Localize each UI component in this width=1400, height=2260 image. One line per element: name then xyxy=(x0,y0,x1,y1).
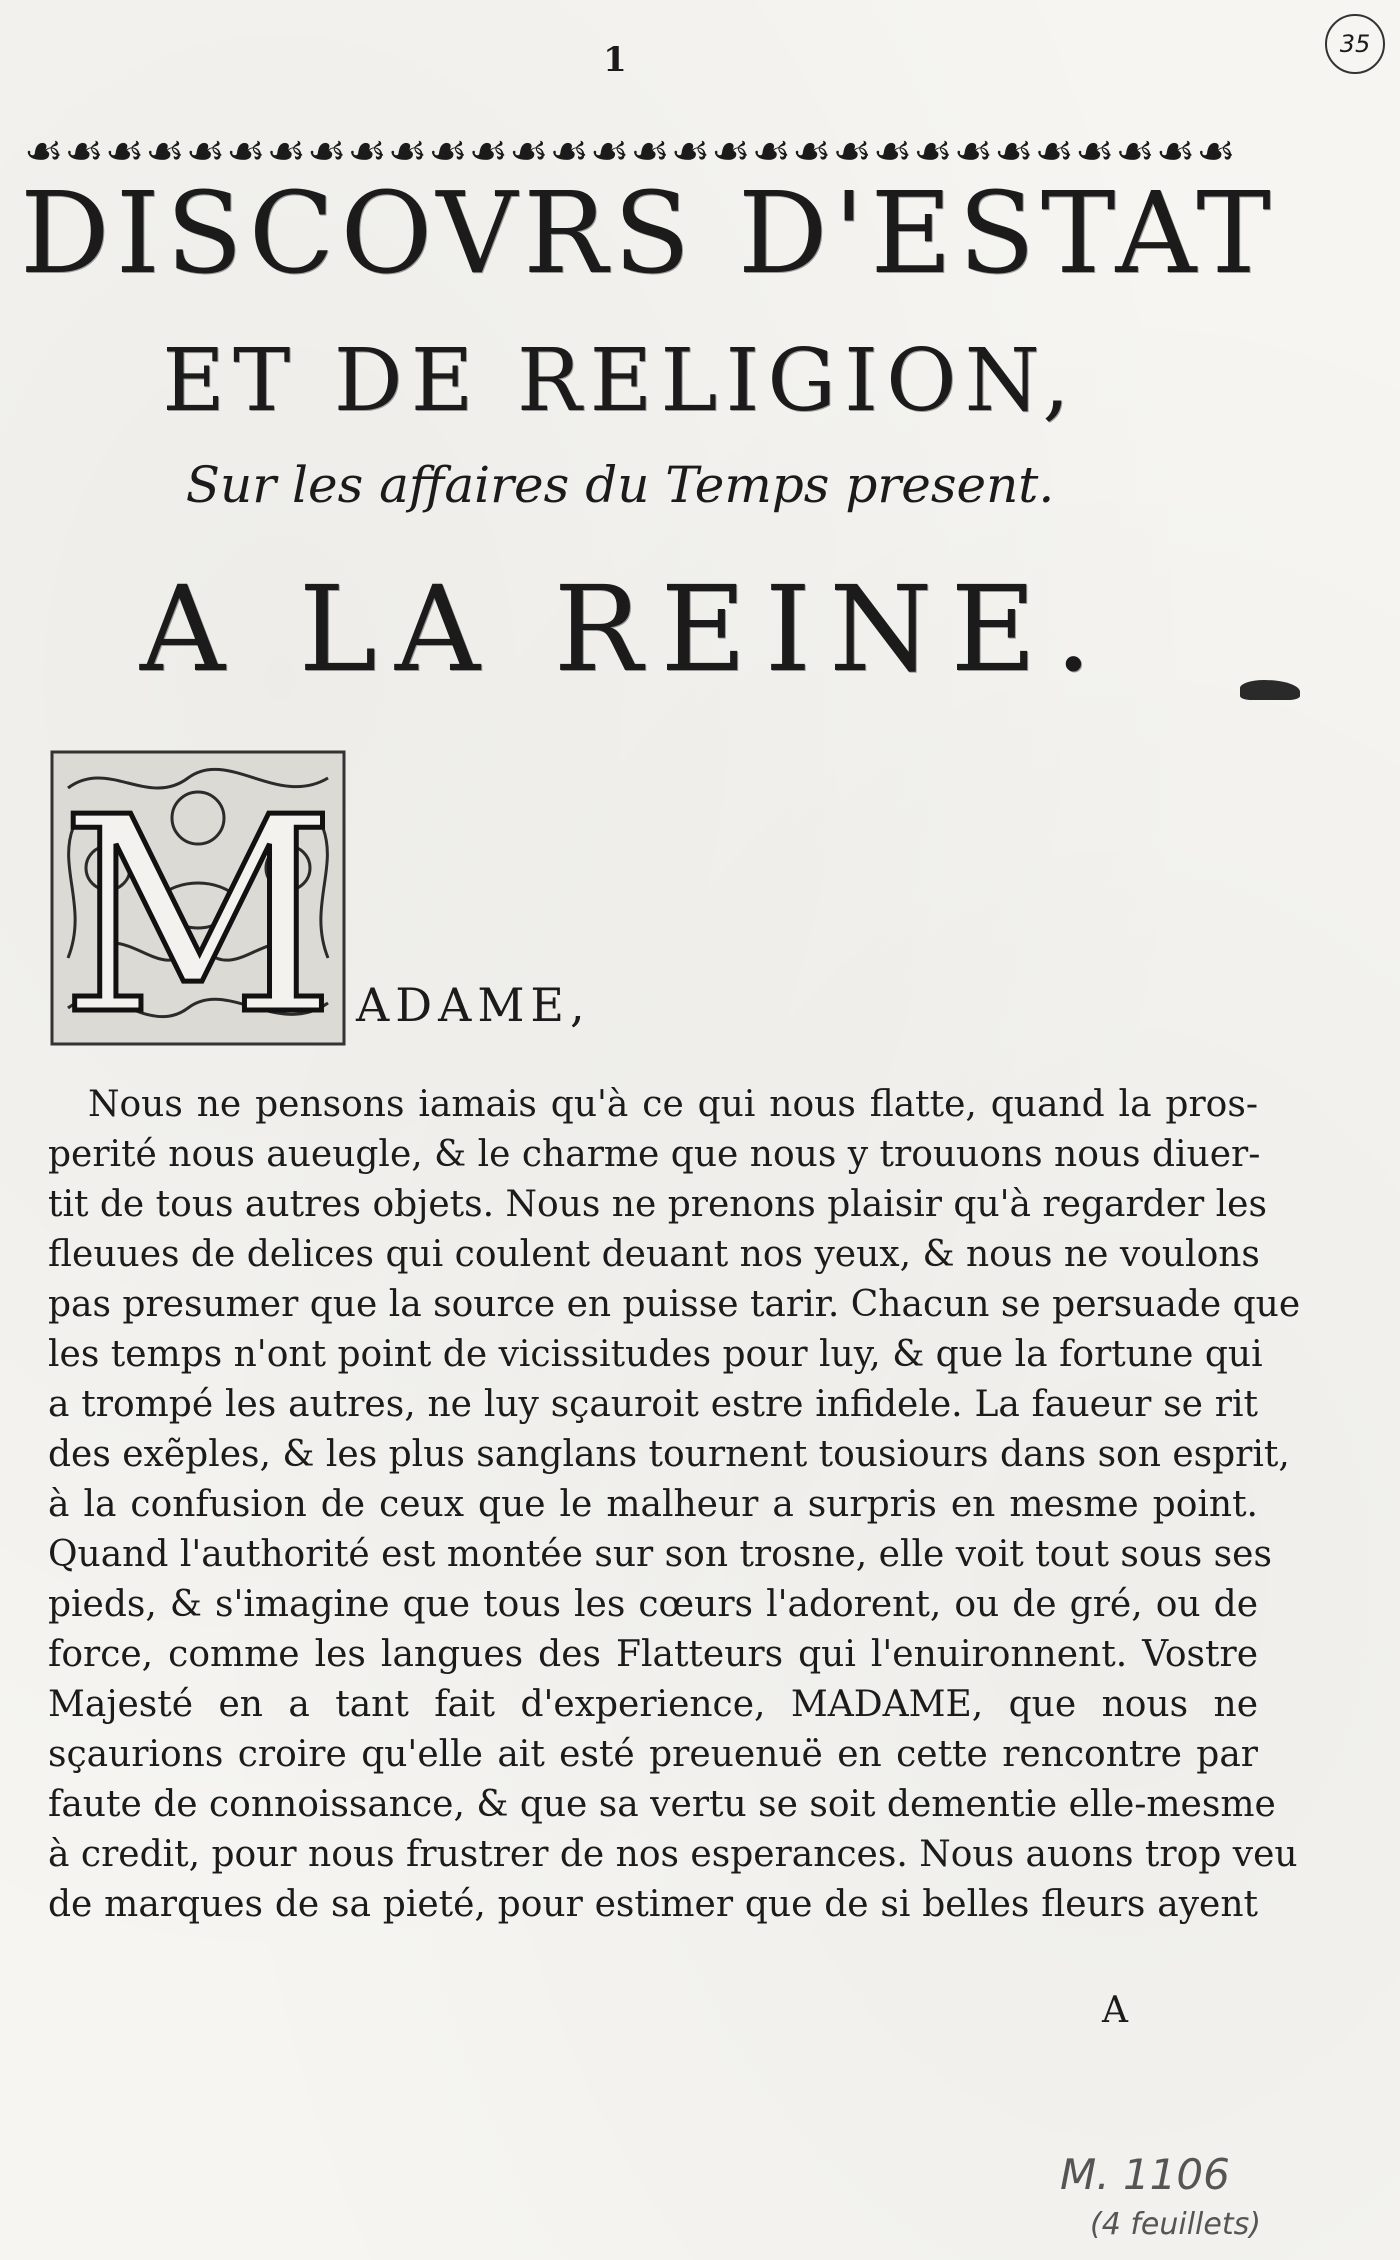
fleuron-icon: ☙ xyxy=(428,126,466,174)
fleuron-icon: ☙ xyxy=(347,126,385,174)
body-line: pas presumer que la source en puisse tarir. Chacun se persuade que xyxy=(48,1284,1301,1325)
fleuron-icon: ☙ xyxy=(711,126,749,174)
fleuron-icon: ☙ xyxy=(913,126,951,174)
subtitle: Sur les affaires du Temps present. xyxy=(185,456,1055,514)
fleuron-icon: ☙ xyxy=(226,126,264,174)
drop-cap-ornament-icon xyxy=(48,748,348,1048)
fleuron-icon: ☙ xyxy=(1155,126,1194,174)
body-line: perité nous aueugle, & le charme que nous y trouuons nous diuer- xyxy=(48,1134,1261,1175)
fleuron-icon: ☙ xyxy=(953,126,992,174)
fleuron-icon: ☙ xyxy=(104,126,143,174)
shelfmark-line-2: (4 feuillets) xyxy=(1090,2207,1261,2242)
fleuron-icon: ☙ xyxy=(670,126,709,174)
catchword: A xyxy=(1102,1990,1128,2031)
body-line: Majesté en a tant fait d'experience, MADAME, que nous ne xyxy=(48,1684,1258,1725)
fleuron-icon: ☙ xyxy=(509,126,547,174)
drop-cap-letter: M xyxy=(59,759,337,1048)
body-line: force, comme les langues des Flatteurs qui l'enuironnent. Vostre xyxy=(48,1634,1258,1675)
folio-stamp: 35 xyxy=(1325,14,1385,74)
handwritten-shelfmark xyxy=(1060,2150,1360,2250)
fleuron-icon: ☙ xyxy=(145,126,183,174)
fleuron-icon: ☙ xyxy=(1115,126,1153,174)
fleuron-icon: ☙ xyxy=(549,126,587,174)
fleuron-icon: ☙ xyxy=(387,126,426,174)
ornament-band xyxy=(24,110,1234,174)
body-line: des exẽples, & les plus sanglans tournent tousiours dans son esprit, xyxy=(48,1434,1290,1475)
fleuron-icon: ☙ xyxy=(832,126,870,174)
body-line: a trompé les autres, ne luy sçauroit estre infidele. La faueur se rit xyxy=(48,1384,1258,1425)
body-line: Quand l'authorité est montée sur son trosne, elle voit tout sous ses xyxy=(48,1534,1272,1575)
body-line: tit de tous autres objets. Nous ne prenons plaisir qu'à regarder les xyxy=(48,1184,1267,1225)
fleuron-icon: ☙ xyxy=(468,126,507,174)
title-line-3: A LA REINE. xyxy=(139,560,1111,698)
fleuron-icon: ☙ xyxy=(751,126,790,174)
title-line-2: ET DE RELIGION, xyxy=(162,331,1078,431)
fleuron-icon: ☙ xyxy=(1196,126,1234,174)
salutation: ADAME, xyxy=(356,978,591,1032)
body-line: à la confusion de ceux que le malheur a surpris en mesme point. xyxy=(48,1484,1258,1525)
fleuron-icon: ☙ xyxy=(589,126,628,174)
fleuron-icon: ☙ xyxy=(185,126,224,174)
fleuron-icon: ☙ xyxy=(994,126,1032,174)
title-line-1: DISCOVRS D'ESTAT xyxy=(20,169,1277,299)
fleuron-icon: ☙ xyxy=(306,126,345,174)
body-line: les temps n'ont point de vicissitudes pour luy, & que la fortune qui xyxy=(48,1334,1263,1375)
body-line: faute de connoissance, & que sa vertu se soit dementie elle-mesme xyxy=(48,1784,1276,1825)
fleuron-icon: ☙ xyxy=(630,126,668,174)
body-line: de marques de sa pieté, pour estimer que de si belles fleurs ayent xyxy=(48,1884,1258,1925)
fleuron-icon: ☙ xyxy=(1034,126,1072,174)
shelfmark-line-1: M. 1106 xyxy=(1060,2150,1230,2199)
body-text xyxy=(48,1080,1301,1930)
fleuron-icon: ☙ xyxy=(266,126,304,174)
body-line: sçaurions croire qu'elle ait esté preuenuë en cette rencontre par xyxy=(48,1734,1258,1775)
page-number: 1 xyxy=(603,40,627,80)
ink-blot xyxy=(1240,680,1300,700)
fleuron-icon: ☙ xyxy=(792,126,830,174)
body-line: Nous ne pensons iamais qu'à ce qui nous flatte, quand la pros- xyxy=(88,1084,1258,1125)
body-line: pieds, & s'imagine que tous les cœurs l'adorent, ou de gré, ou de xyxy=(48,1584,1258,1625)
fleuron-icon: ☙ xyxy=(64,126,102,174)
body-line: fleuues de delices qui coulent deuant nos yeux, & nous ne voulons xyxy=(48,1234,1260,1275)
fleuron-icon: ☙ xyxy=(872,126,911,174)
drop-cap xyxy=(48,748,348,1048)
fleuron-icon: ☙ xyxy=(24,126,62,174)
fleuron-icon: ☙ xyxy=(1074,126,1113,174)
body-line: à credit, pour nous frustrer de nos esperances. Nous auons trop veu xyxy=(48,1834,1298,1875)
